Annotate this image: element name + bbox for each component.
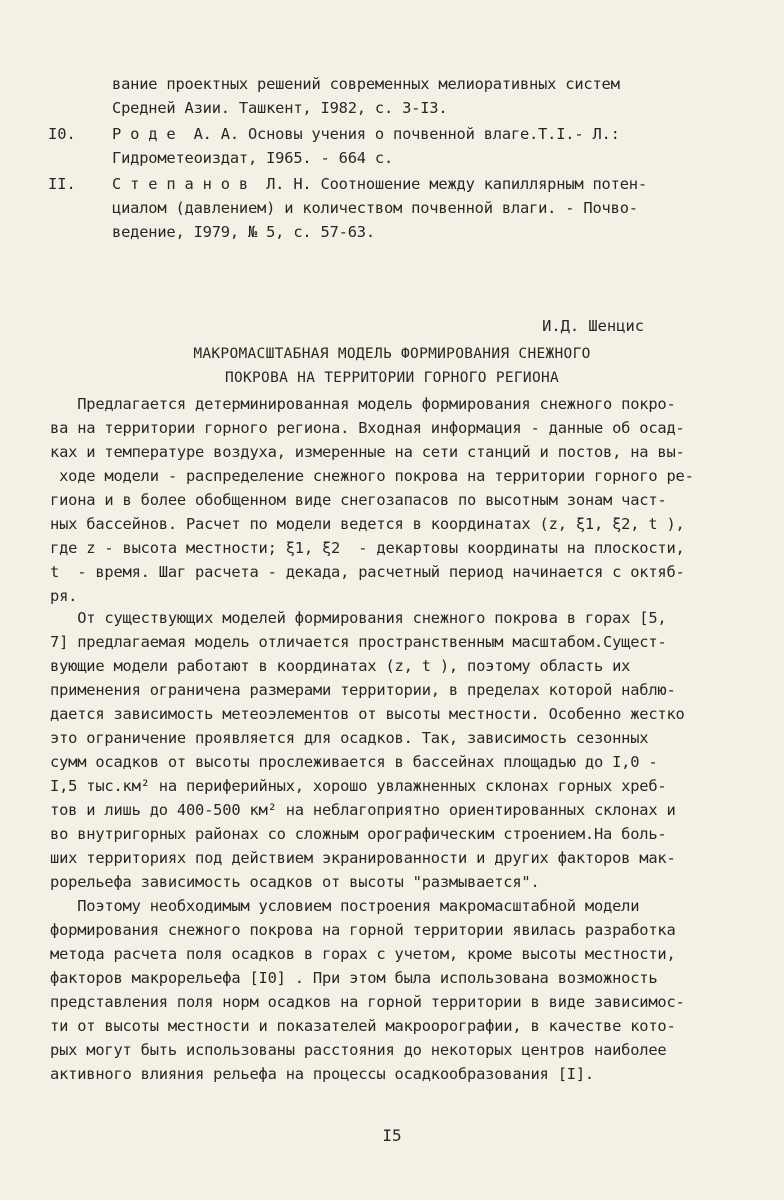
body-line: представления поля норм осадков на горной территории в виде зависимос- bbox=[50, 993, 685, 1011]
article-title-line-2: ПОКРОВА НА ТЕРРИТОРИИ ГОРНОГО РЕГИОНА bbox=[224, 370, 560, 386]
page-number: I5 bbox=[382, 1126, 402, 1145]
body-line: метода расчета поля осадков в горах с учетом, кроме высоты местности, bbox=[50, 945, 676, 963]
author-name: И.Д. Шенцис bbox=[542, 317, 644, 335]
article-title-line-1: МАКРОМАСШТАБНАЯ МОДЕЛЬ ФОРМИРОВАНИЯ СНЕЖНОГО bbox=[193, 346, 591, 362]
body-line: От существующих моделей формирования снежного покрова в горах [5, bbox=[50, 609, 667, 627]
ref11-line-1: С т е п а н о в Л. Н. Соотношение между капиллярным потен- bbox=[112, 175, 647, 193]
body-line: вующие модели работают в координатах (z, t ), поэтому область их bbox=[50, 657, 631, 675]
body-line: сумм осадков от высоты прослеживается в бассейнах площадью до I,0 - bbox=[50, 753, 658, 771]
body-line: тов и лишь до 400-500 км² на неблагоприятно ориентированных склонах и bbox=[50, 801, 676, 819]
body-line: формирования снежного покрова на горной территории явилась разработка bbox=[50, 921, 676, 939]
body-line: ря. bbox=[50, 587, 78, 605]
body-line: рых могут быть использованы расстояния до некоторых центров наиболее bbox=[50, 1041, 667, 1059]
body-line: это ограничение проявляется для осадков. Так, зависимость сезонных bbox=[50, 729, 649, 747]
body-line: во внутригорных районах со сложным орографическим строением.На боль- bbox=[50, 825, 667, 843]
body-line: Предлагается детерминированная модель формирования снежного покро- bbox=[50, 395, 676, 413]
body-line: 7] предлагаемая модель отличается пространственным масштабом.Сущест- bbox=[50, 633, 667, 651]
body-line: ти от высоты местности и показателей макроорографии, в качестве кото- bbox=[50, 1017, 676, 1035]
body-line: ших территориях под действием экранированности и других факторов мак- bbox=[50, 849, 676, 867]
body-line: рорельефа зависимость осадков от высоты "размывается". bbox=[50, 873, 540, 891]
body-line: t - время. Шаг расчета - декада, расчетный период начинается с октяб- bbox=[50, 563, 685, 581]
ref10-number: I0. bbox=[48, 125, 76, 143]
body-line: активного влияния рельефа на процессы осадкообразования [I]. bbox=[50, 1065, 594, 1083]
body-line: гиона и в более обобщенном виде снегозапасов по высотным зонам част- bbox=[50, 491, 667, 509]
body-line: дается зависимость метеоэлементов от высоты местности. Особенно жестко bbox=[50, 705, 685, 723]
body-line: ках и температуре воздуха, измеренные на сети станций и постов, на вы- bbox=[50, 443, 685, 461]
body-line: ва на территории горного региона. Входная информация - данные об осад- bbox=[50, 419, 685, 437]
ref10-line-2: Гидрометеоиздат, I965. - 664 с. bbox=[112, 149, 394, 167]
ref9-line-1: вание проектных решений современных мелиоративных систем bbox=[112, 75, 620, 93]
body-line: ходе модели - распределение снежного покрова на территории горного ре- bbox=[50, 467, 694, 485]
body-line: факторов макрорельефа [I0] . При этом была использована возможность bbox=[50, 969, 658, 987]
ref11-number: II. bbox=[48, 175, 76, 193]
body-line: применения ограничена размерами территории, в пределах которой наблю- bbox=[50, 681, 676, 699]
body-line: Поэтому необходимым условием построения макромасштабной модели bbox=[50, 897, 640, 915]
ref10-line-1: Р о д е А. А. Основы учения о почвенной влаге.Т.I.- Л.: bbox=[112, 125, 620, 143]
ref11-line-2: циалом (давлением) и количеством почвенной влаги. - Почво- bbox=[112, 199, 638, 217]
body-line: ных бассейнов. Расчет по модели ведется в координатах (z, ξ1, ξ2, t ), bbox=[50, 515, 685, 533]
body-line: I,5 тыс.км² на периферийных, хорошо увлажненных склонах горных хреб- bbox=[50, 777, 667, 795]
body-line: где z - высота местности; ξ1, ξ2 - декартовы координаты на плоскости, bbox=[50, 539, 685, 557]
ref11-line-3: ведение, I979, № 5, с. 57-63. bbox=[112, 223, 375, 241]
ref9-line-2: Средней Азии. Ташкент, I982, с. 3-I3. bbox=[112, 99, 448, 117]
